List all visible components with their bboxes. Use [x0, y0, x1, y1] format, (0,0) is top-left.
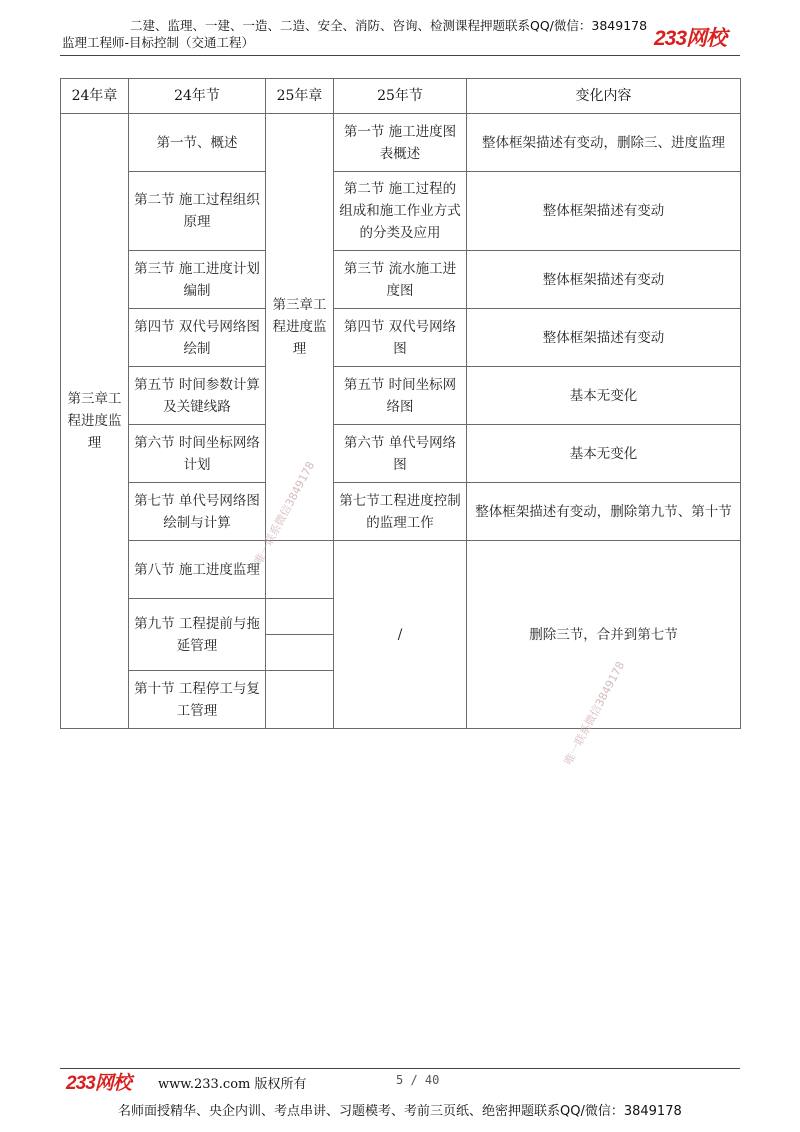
section-25-cell: 第二节 施工过程的组成和施工作业方式的分类及应用: [334, 172, 467, 251]
section-24-cell: 第二节 施工过程组织原理: [129, 172, 266, 251]
watermark: 唯一联系微信3849178: [561, 659, 628, 768]
watermark: 唯一联系微信3849178: [251, 459, 318, 568]
section-25-cell: 第一节 施工进度图表概述: [334, 114, 467, 172]
section-24-cell: 第五节 时间参数计算及关键线路: [129, 367, 266, 425]
section-25-cell: 第四节 双代号网络图: [334, 309, 467, 367]
section-25-cell: 第七节工程进度控制的监理工作: [334, 483, 467, 541]
header-cell: 25年节: [334, 79, 467, 114]
table-row: [61, 309, 741, 367]
change-cell: 整体框架描述有变动: [467, 251, 741, 309]
header-doc-title: 监理工程师-目标控制（交通工程）: [62, 35, 255, 50]
section-25-cell: /: [334, 541, 467, 729]
section-24-cell: 第四节 双代号网络图绘制: [129, 309, 266, 367]
section-24-cell: 第七节 单代号网络图绘制与计算: [129, 483, 266, 541]
page-number: 5 / 40: [396, 1073, 440, 1087]
footer-promo-text: 名师面授精华、央企内训、考点串讲、习题模考、考前三页纸、绝密押题联系QQ/微信：3849178: [118, 1104, 682, 1119]
section-24-cell: 第九节 工程提前与拖延管理: [129, 599, 266, 671]
header-cell: 变化内容: [467, 79, 741, 114]
table-row: [61, 172, 741, 251]
change-cell: 删除三节，合并到第七节: [467, 541, 741, 729]
empty-cell: [266, 541, 334, 599]
empty-cell: [266, 635, 334, 671]
section-24-cell: 第十节 工程停工与复工管理: [129, 671, 266, 729]
header-cell: 24年节: [129, 79, 266, 114]
section-24-cell: 第八节 施工进度监理: [129, 541, 266, 599]
footer-divider: [60, 1068, 740, 1069]
header-cell: 24年章: [61, 79, 129, 114]
table-row: [61, 367, 741, 425]
chapter-25-cell: 第三章工程进度监理: [266, 114, 334, 541]
brand-logo: 233网校: [654, 27, 727, 50]
change-cell: 整体框架描述有变动，删除第九节、第十节: [467, 483, 741, 541]
header-cell: 25年章: [266, 79, 334, 114]
section-25-cell: 第五节 时间坐标网络图: [334, 367, 467, 425]
section-24-cell: 第六节 时间坐标网络计划: [129, 425, 266, 483]
change-cell: 整体框架描述有变动: [467, 309, 741, 367]
change-cell: 整体框架描述有变动: [467, 172, 741, 251]
empty-cell: [266, 599, 334, 635]
table-row: [61, 483, 741, 541]
section-24-cell: 第一节、概述: [129, 114, 266, 172]
change-cell: 基本无变化: [467, 367, 741, 425]
section-24-cell: 第三节 施工进度计划编制: [129, 251, 266, 309]
table-row: [61, 541, 741, 599]
table-row: [61, 114, 741, 172]
table-row: [61, 425, 741, 483]
footer-copyright: www.233.com 版权所有: [158, 1077, 307, 1092]
section-25-cell: 第六节 单代号网络图: [334, 425, 467, 483]
footer-logo: 233网校: [66, 1073, 131, 1094]
chapter-24-cell: 第三章工程进度监理: [61, 114, 129, 729]
header-divider: [60, 55, 740, 56]
chapter-comparison-table: [60, 78, 741, 729]
empty-cell: [266, 671, 334, 729]
section-25-cell: 第三节 流水施工进度图: [334, 251, 467, 309]
table-row: [61, 251, 741, 309]
change-cell: 基本无变化: [467, 425, 741, 483]
table-header-row: [61, 79, 741, 114]
header-promo-text: 二建、监理、一建、一造、二造、安全、消防、咨询、检测课程押题联系QQ/微信：3849178: [130, 18, 648, 33]
change-cell: 整体框架描述有变动，删除三、进度监理: [467, 114, 741, 172]
